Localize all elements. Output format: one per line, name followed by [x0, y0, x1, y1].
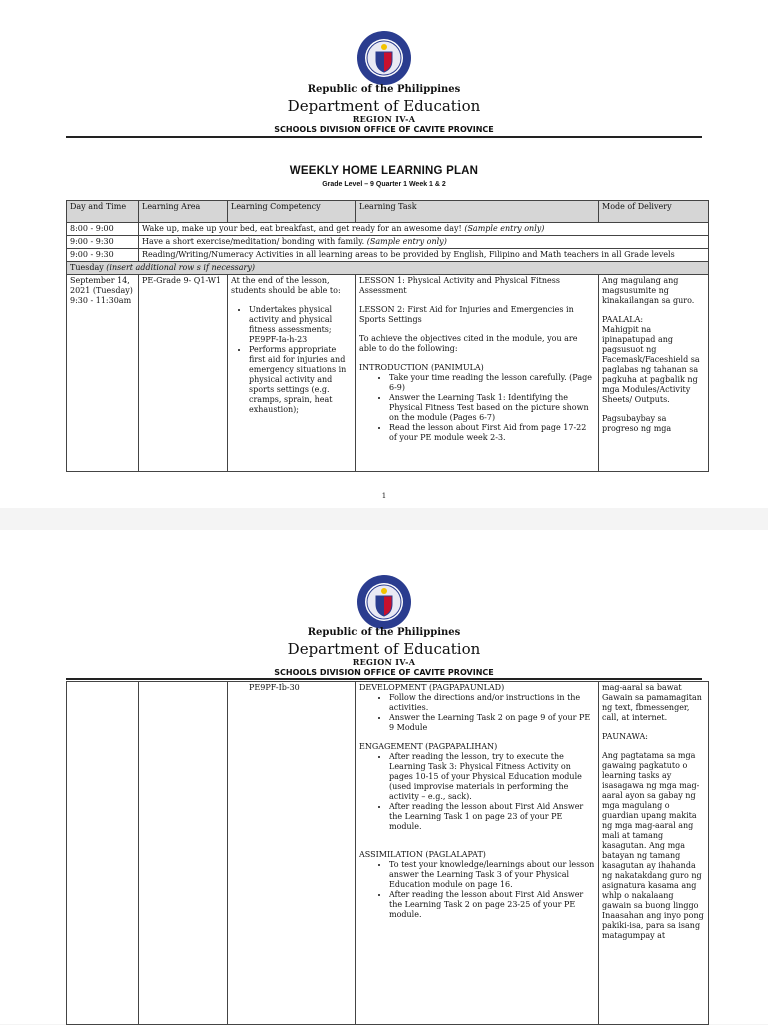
list-item: • Answer the Learning Task 1: Identifying the Physical Fitness Test based on the picture shown on the module (Pages 6-7) [389, 393, 595, 423]
competency-code: PE9PF-Ib-30 [249, 683, 300, 692]
list-item: • Read the lesson about First Aid from page 17-22 of your PE module week 2-3. [389, 423, 595, 443]
republic-label: Republic of the Philippines [307, 627, 461, 638]
introduction-heading: INTRODUCTION (PANIMULA) [359, 363, 484, 372]
list-item: • After reading the lesson, try to execute the Learning Task 3: Physical Fitness Activity on pages 10-15 of your Physical Education module (used improvise materials in performing the activity – e.g., sack). [389, 752, 595, 802]
plan-subtitle: Grade Level – 9 Quarter 1 Week 1 & 2 [322, 181, 446, 188]
mode-parent-note: Ang magulang ang magsusumite ng kinakailangan sa guro. [602, 276, 695, 305]
learning-competency-cell [228, 275, 356, 472]
learning-plan-table [66, 200, 709, 472]
day-label: Tuesday (insert additional row s if necessary) [67, 262, 709, 275]
routine-text: Reading/Writing/Numeracy Activities in all learning areas to be provided by English, Filipino and Math teachers in all Grade levels [139, 249, 709, 262]
document-page-1 [0, 0, 768, 508]
document-page-2 [0, 530, 768, 1024]
learning-plan-table-continued [66, 681, 709, 1025]
routine-row [67, 223, 709, 236]
department-title: Department of Education [287, 97, 481, 115]
routine-time: 9:00 - 9:30 [67, 236, 139, 249]
routine-row [67, 249, 709, 262]
header-mode-of-delivery: Mode of Delivery [599, 201, 709, 223]
header-divider [66, 678, 702, 680]
header-learning-competency: Learning Competency [228, 201, 356, 223]
day-label-row [67, 262, 709, 275]
learning-task-cell [356, 275, 599, 472]
deped-seal-logo [356, 30, 412, 86]
page-number: 1 [381, 492, 387, 500]
republic-label: Republic of the Philippines [307, 84, 461, 95]
routine-row [67, 236, 709, 249]
deped-seal-logo [356, 574, 412, 630]
list-item: • Answer the Learning Task 2 on page 9 of your PE 9 Module [389, 713, 595, 733]
competency-list [231, 305, 352, 415]
list-item: • Take your time reading the lesson carefully. (Page 6-9) [389, 373, 595, 393]
lesson-2-title: LESSON 2: First Aid for Injuries and Emergencies in Sports Settings [359, 305, 574, 324]
list-item: • To test your knowledge/learnings about our lesson answer the Learning Task 3 of your Physical Education module on page 16. [389, 860, 595, 890]
region-label: REGION IV-A [352, 114, 416, 124]
department-title: Department of Education [287, 640, 481, 658]
reminder-text: Mahigpit na ipinapatupad ang pagsusuot ng Facemask/Faceshield sa paglabas ng tahanan sa pagkuha at pagbalik ng mga Modules/Activity Sheets/ Outputs. [602, 325, 700, 404]
assimilation-heading: ASSIMILATION (PAGLALAPAT) [359, 850, 486, 859]
mode-of-delivery-cell [599, 275, 709, 472]
lesson-1-title: LESSON 1: Physical Activity and Physical Fitness Assessment [359, 276, 560, 295]
day-time-cell [67, 682, 139, 1025]
date-text: September 14, 2021 (Tuesday) [70, 276, 133, 295]
list-item: • Undertakes physical activity and physical fitness assessments; PE9PF-Ia-h-23 [249, 305, 352, 345]
engagement-heading: ENGAGEMENT (PAGPAPALIHAN) [359, 742, 498, 751]
routine-text: Wake up, make up your bed, eat breakfast, and get ready for an awesome day! (Sample entry only) [139, 223, 709, 236]
list-item: • Performs appropriate first aid for injuries and emergency situations in physical activity and sports settings (e.g. cramps, sprain, heat exhaustion); [249, 345, 352, 415]
development-heading: DEVELOPMENT (PAGPAPAUNLAD) [359, 683, 505, 692]
list-item: • After reading the lesson about First Aid Answer the Learning Task 1 on page 23 of your PE module. [389, 802, 595, 832]
mode-of-delivery-cell [599, 682, 709, 1025]
learning-competency-cell [228, 682, 356, 1025]
time-text: 9:30 - 11:30am [70, 296, 132, 305]
notice-text: Ang pagtatama sa mga gawaing pagkatuto o learning tasks ay isasagawa ng mga mag-aaral ayon sa gabay ng mga magulang o guardian upang makita ng mga mag-aaral ang mali at tamang kasagutan. Ang mga batayan ng tamang kasagutan ay ihahanda ng nakatakdang guro ng asignatura kasama ang whlp o nakalaang gawain sa buong linggo Inaasahan ang inyo pong pakiki-isa, para sa isang matagumpay at [602, 751, 704, 940]
day-time-cell [67, 275, 139, 472]
routine-time: 8:00 - 9:00 [67, 223, 139, 236]
table-header-row [67, 201, 709, 223]
competency-intro: At the end of the lesson, students should be able to: [231, 276, 341, 295]
division-label: SCHOOLS DIVISION OFFICE OF CAVITE PROVINCE [274, 125, 494, 134]
list-item: • Follow the directions and/or instructions in the activities. [389, 693, 595, 713]
objectives-text: To achieve the objectives cited in the module, you are able to do the following: [359, 334, 578, 353]
monitoring-text: Pagsubaybay sa progreso ng mga [602, 414, 672, 433]
division-label: SCHOOLS DIVISION OFFICE OF CAVITE PROVINCE [274, 668, 494, 677]
header-learning-area: Learning Area [139, 201, 228, 223]
introduction-list [359, 373, 595, 443]
learning-area-cell: PE-Grade 9- Q1-W1 [139, 275, 228, 472]
engagement-list [359, 752, 595, 832]
region-label: REGION IV-A [352, 657, 416, 667]
reminder-heading: PAALALA: [602, 315, 644, 324]
notice-heading: PAUNAWA: [602, 732, 648, 741]
learning-area-cell [139, 682, 228, 1025]
table-row [67, 682, 709, 1025]
plan-title: WEEKLY HOME LEARNING PLAN [289, 165, 479, 177]
routine-text: Have a short exercise/meditation/ bonding with family. (Sample entry only) [139, 236, 709, 249]
routine-time: 9:00 - 9:30 [67, 249, 139, 262]
assimilation-list [359, 860, 595, 920]
development-list [359, 693, 595, 733]
mode-contact-note: mag-aaral sa bawat Gawain sa pamamagitan ng text, fbmessenger, call, at internet. [602, 683, 702, 722]
table-row [67, 275, 709, 472]
list-item: • After reading the lesson about First Aid Answer the Learning Task 2 on page 23-25 of your PE module. [389, 890, 595, 920]
header-day-time: Day and Time [67, 201, 139, 223]
header-learning-task: Learning Task [356, 201, 599, 223]
learning-task-cell [356, 682, 599, 1025]
header-divider [66, 136, 702, 138]
